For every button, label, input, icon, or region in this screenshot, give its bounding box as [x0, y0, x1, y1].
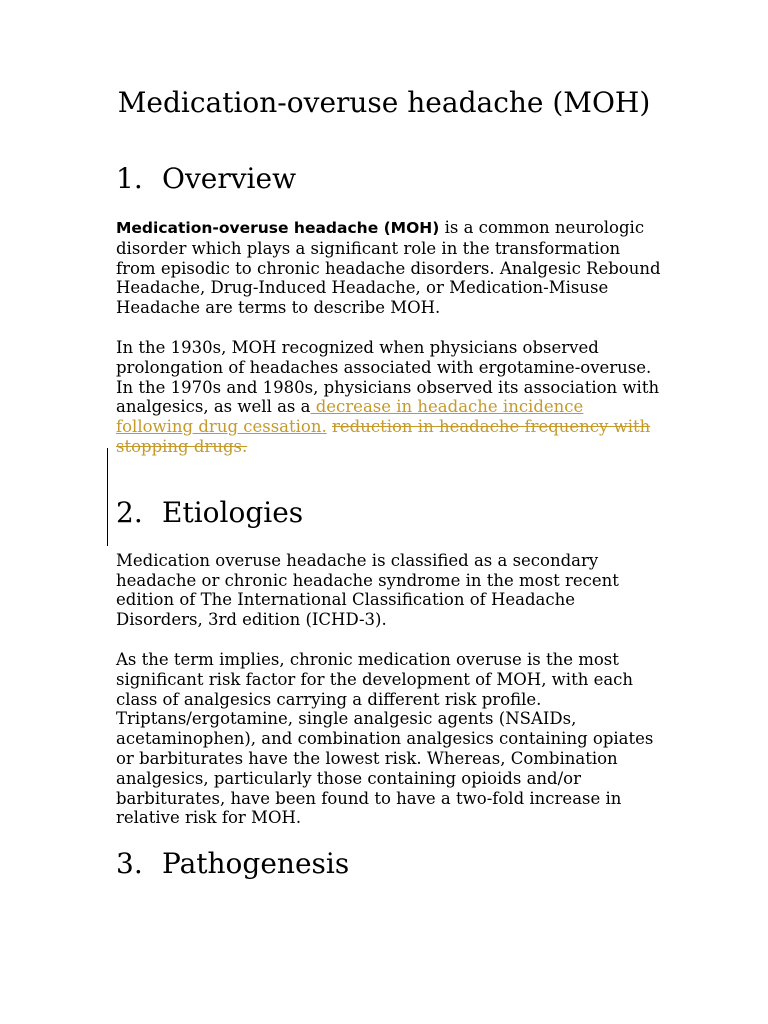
document-page: [116, 0, 662, 881]
overview-paragraph-2: [116, 338, 662, 457]
section-number: 3.: [116, 847, 143, 881]
document-title: Medication-overuse headache (MOH): [117, 86, 651, 119]
paragraph-text: is a common neurologic disorder which plays a significant role in the transformation from episodic to chronic headache disorders. Analgesic Rebound Headache, Drug-Induced Headache, or Medication-Misuse Headache are terms to describe MOH.: [116, 218, 661, 318]
tracked-change-bar: [107, 448, 108, 546]
etiologies-paragraph-2: As the term implies, chronic medication overuse is the most significant risk factor for the development of MOH, with each class of analgesics carrying a different risk profile. Triptans/ergotamine, single analgesic agents (NSAIDs, acetaminophen), and combination analgesics containing opiates or barbiturates have the lowest risk. Whereas, Combination analgesics, particularly those containing opioids and/or barbiturates, have been found to have a two-fold increase in relative risk for MOH.: [116, 649, 654, 828]
paragraph-text: In the 1930s, MOH recognized when physicians observed prolongation of headaches associated with ergotamine-overuse. In the 1970s and 1980s, physicians observed its association with analgesics, as well as a: [116, 337, 660, 417]
section-heading-pathogenesis: [116, 847, 662, 881]
section-title: Etiologies: [162, 495, 304, 529]
section-number: 2.: [116, 495, 143, 529]
etiologies-paragraph-1: Medication overuse headache is classified as a secondary headache or chronic headache syndrome in the most recent edition of The International Classification of Headache Disorders, 3rd edition (ICHD-3).: [116, 550, 619, 630]
section-title: Pathogenesis: [162, 847, 350, 881]
tracked-insertion[interactable]: decrease in headache incidence following drug cessation.: [116, 397, 584, 437]
section-number: 1.: [116, 162, 143, 195]
overview-paragraph-1: [116, 218, 662, 318]
section-heading-etiologies: [116, 496, 662, 530]
section-heading-overview: [116, 162, 662, 196]
section-title: Overview: [162, 162, 297, 195]
tracked-deletion[interactable]: reduction in headache frequency with stopping drugs.: [116, 417, 651, 456]
bold-term: Medication-overuse headache (MOH): [116, 219, 440, 237]
